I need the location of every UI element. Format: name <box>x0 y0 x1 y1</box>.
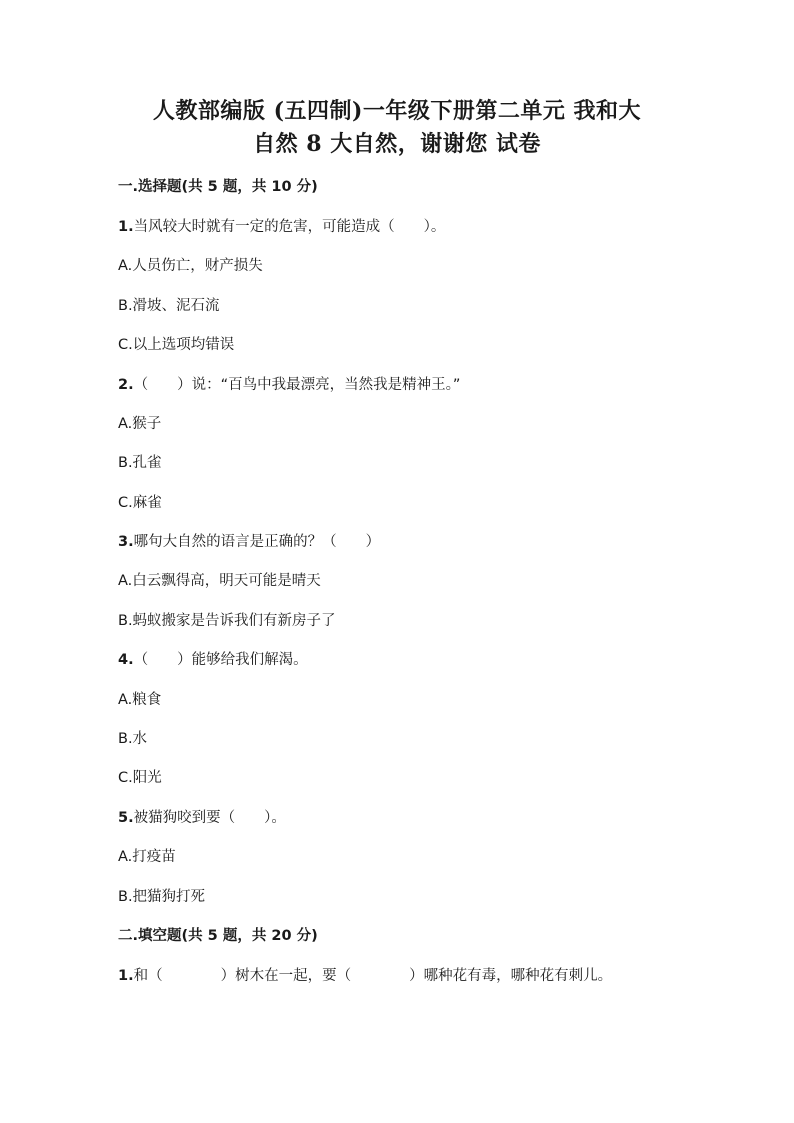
option-4a: A.粮食 <box>118 692 162 708</box>
question-stem: 哪句大自然的语言是正确的？（ ） <box>133 534 381 550</box>
question-stem: （ ）能够给我们解渴。 <box>133 652 308 668</box>
question-1 <box>118 217 678 237</box>
question-stem: 当风较大时就有一定的危害，可能造成（ ）。 <box>133 219 446 235</box>
option-4c: C.阳光 <box>118 770 162 786</box>
question-number: 1. <box>118 968 134 984</box>
section-heading-fill-blank: 二.填空题(共 5 题，共 20 分) <box>118 928 318 944</box>
option-1c: C.以上选项均错误 <box>118 337 235 353</box>
option-3b: B.蚂蚁搬家是告诉我们有新房子了 <box>118 613 336 629</box>
question-number: 5. <box>118 810 134 826</box>
question-number: 4. <box>118 652 134 668</box>
question-number: 1. <box>118 219 134 235</box>
section-heading-choice: 一.选择题(共 5 题，共 10 分) <box>118 179 318 195</box>
title-line-1: 人教部编版 (五四制)一年级下册第二单元 我和大 <box>152 98 642 124</box>
option-5a: A.打疫苗 <box>118 849 176 865</box>
option-2b: B.孔雀 <box>118 455 162 471</box>
question-2 <box>118 375 678 395</box>
question-5 <box>118 808 678 828</box>
option-2c: C.麻雀 <box>118 495 162 511</box>
option-5b: B.把猫狗打死 <box>118 889 206 905</box>
question-number: 2. <box>118 377 134 393</box>
fill-question-1 <box>118 965 663 987</box>
question-4 <box>118 650 678 670</box>
question-stem: 被猫狗咬到要（ ）。 <box>133 810 286 826</box>
question-stem: 和（ ）树木在一起，要（ ）哪种花有毒，哪种花有刺儿。 <box>133 968 613 984</box>
question-3 <box>118 532 678 552</box>
question-stem: （ ）说：“百鸟中我最漂亮，当然我是精神王。” <box>133 377 461 393</box>
page-title <box>100 95 694 161</box>
option-3a: A.白云飘得高，明天可能是晴天 <box>118 573 321 589</box>
option-4b: B.水 <box>118 731 148 747</box>
option-1b: B.滑坡、泥石流 <box>118 298 220 314</box>
option-2a: A.猴子 <box>118 416 162 432</box>
question-number: 3. <box>118 534 134 550</box>
option-1a: A.人员伤亡，财产损失 <box>118 258 263 274</box>
title-line-2: 自然 8 大自然，谢谢您 试卷 <box>253 131 541 157</box>
